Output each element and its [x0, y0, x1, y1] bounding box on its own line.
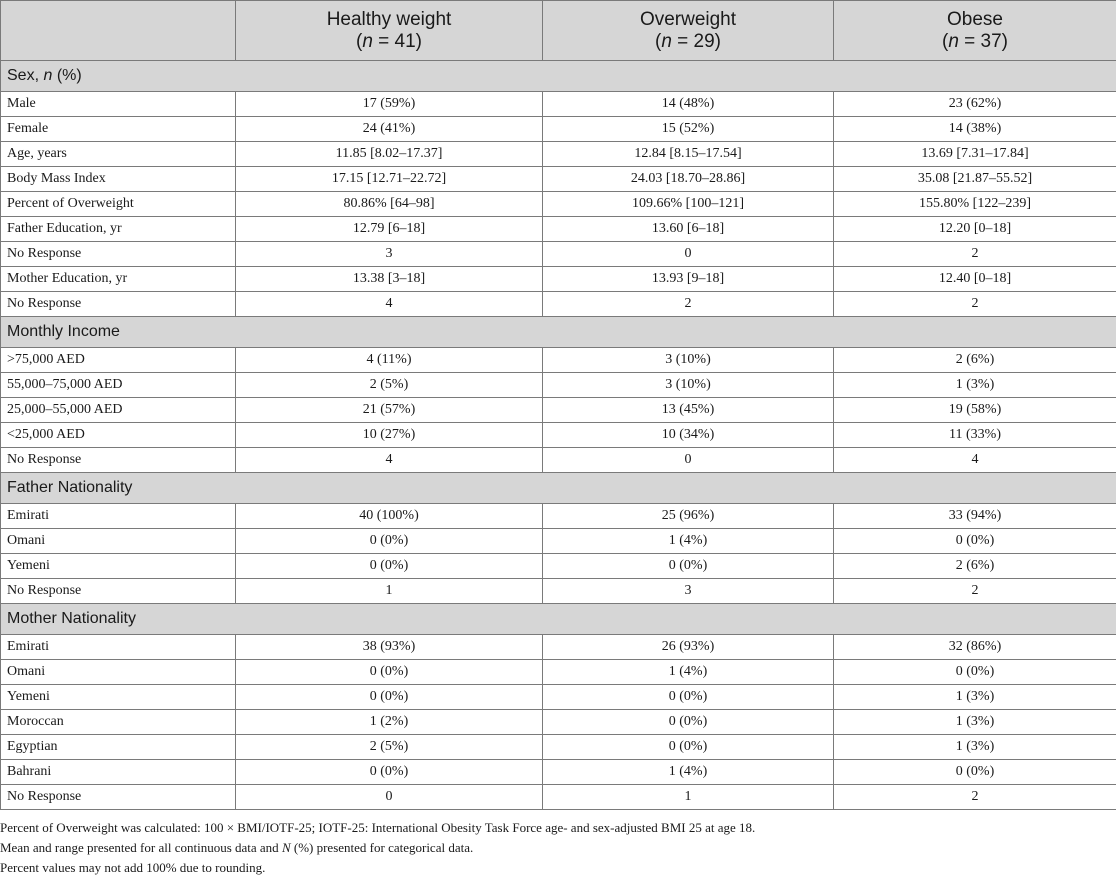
table-row	[1, 448, 1116, 473]
value-cell: 2 (6%)	[834, 554, 1116, 579]
table-row	[1, 760, 1116, 785]
value-cell: 14 (48%)	[543, 92, 834, 117]
row-label: Age, years	[1, 142, 236, 167]
row-label: Moroccan	[1, 710, 236, 735]
table-row	[1, 685, 1116, 710]
value-cell: 1 (3%)	[834, 685, 1116, 710]
value-cell: 2 (5%)	[236, 735, 543, 760]
table-row	[1, 660, 1116, 685]
value-cell: 109.66% [100–121]	[543, 192, 834, 217]
row-label: Yemeni	[1, 685, 236, 710]
value-cell: 2 (5%)	[236, 373, 543, 398]
value-cell: 0	[236, 785, 543, 810]
footnote: Percent of Overweight was calculated: 100 × BMI/IOTF-25; IOTF-25: International Obesity Task Force age- and sex-adjusted BMI 25 at age 18.	[0, 820, 756, 835]
value-cell: 0 (0%)	[834, 660, 1116, 685]
table-row	[1, 398, 1116, 423]
value-cell: 40 (100%)	[236, 504, 543, 529]
table-row	[1, 292, 1116, 317]
value-cell: 2	[834, 292, 1116, 317]
value-cell: 1 (4%)	[543, 529, 834, 554]
row-label: No Response	[1, 292, 236, 317]
table-row	[1, 167, 1116, 192]
table-row	[1, 348, 1116, 373]
section-header-row	[1, 473, 1116, 504]
value-cell: 0	[543, 448, 834, 473]
row-label: Yemeni	[1, 554, 236, 579]
value-cell: 1 (4%)	[543, 760, 834, 785]
value-cell: 25 (96%)	[543, 504, 834, 529]
value-cell: 12.84 [8.15–17.54]	[543, 142, 834, 167]
value-cell: 1	[543, 785, 834, 810]
row-label: <25,000 AED	[1, 423, 236, 448]
value-cell: 2	[543, 292, 834, 317]
value-cell: 17.15 [12.71–22.72]	[236, 167, 543, 192]
value-cell: 14 (38%)	[834, 117, 1116, 142]
row-label: 55,000–75,000 AED	[1, 373, 236, 398]
value-cell: 3	[236, 242, 543, 267]
row-label: Percent of Overweight	[1, 192, 236, 217]
section-title: Monthly Income	[1, 317, 1116, 348]
value-cell: 0 (0%)	[543, 735, 834, 760]
value-cell: 10 (27%)	[236, 423, 543, 448]
table-row	[1, 423, 1116, 448]
value-cell: 1	[236, 579, 543, 604]
value-cell: 3 (10%)	[543, 373, 834, 398]
table-row	[1, 785, 1116, 810]
row-label: Emirati	[1, 504, 236, 529]
table-row	[1, 579, 1116, 604]
row-label: Female	[1, 117, 236, 142]
value-cell: 15 (52%)	[543, 117, 834, 142]
value-cell: 0 (0%)	[236, 760, 543, 785]
row-label: 25,000–55,000 AED	[1, 398, 236, 423]
table-row	[1, 710, 1116, 735]
table-row	[1, 267, 1116, 292]
value-cell: 155.80% [122–239]	[834, 192, 1116, 217]
header-n: (n = 37)	[941, 30, 1009, 52]
value-cell: 80.86% [64–98]	[236, 192, 543, 217]
value-cell: 0 (0%)	[236, 660, 543, 685]
row-label: Emirati	[1, 635, 236, 660]
row-label: No Response	[1, 448, 236, 473]
section-title: Father Nationality	[1, 473, 1116, 504]
value-cell: 1 (3%)	[834, 373, 1116, 398]
value-cell: 35.08 [21.87–55.52]	[834, 167, 1116, 192]
row-label: Mother Education, yr	[1, 267, 236, 292]
value-cell: 0 (0%)	[236, 685, 543, 710]
value-cell: 0	[543, 242, 834, 267]
footnote: Percent values may not add 100% due to rounding.	[0, 860, 266, 875]
value-cell: 0 (0%)	[834, 529, 1116, 554]
row-label: >75,000 AED	[1, 348, 236, 373]
value-cell: 1 (4%)	[543, 660, 834, 685]
value-cell: 13.38 [3–18]	[236, 267, 543, 292]
table-header-row	[1, 1, 1116, 61]
value-cell: 33 (94%)	[834, 504, 1116, 529]
table-row	[1, 554, 1116, 579]
header-n: (n = 29)	[654, 30, 722, 52]
section-title: Sex, n (%)	[1, 61, 1116, 92]
value-cell: 19 (58%)	[834, 398, 1116, 423]
table-row	[1, 635, 1116, 660]
value-cell: 10 (34%)	[543, 423, 834, 448]
value-cell: 13.93 [9–18]	[543, 267, 834, 292]
table-footnotes	[0, 818, 1116, 878]
table-row	[1, 117, 1116, 142]
value-cell: 1 (3%)	[834, 735, 1116, 760]
table-row	[1, 92, 1116, 117]
value-cell: 2	[834, 785, 1116, 810]
row-label: Bahrani	[1, 760, 236, 785]
row-label: Father Education, yr	[1, 217, 236, 242]
value-cell: 13.60 [6–18]	[543, 217, 834, 242]
row-label: Male	[1, 92, 236, 117]
table-row	[1, 142, 1116, 167]
row-label: Egyptian	[1, 735, 236, 760]
value-cell: 3 (10%)	[543, 348, 834, 373]
value-cell: 12.79 [6–18]	[236, 217, 543, 242]
value-cell: 11.85 [8.02–17.37]	[236, 142, 543, 167]
value-cell: 0 (0%)	[834, 760, 1116, 785]
header-empty-cell	[1, 1, 236, 61]
value-cell: 32 (86%)	[834, 635, 1116, 660]
table-body	[1, 61, 1116, 810]
header-label: Overweight	[639, 8, 737, 30]
section-header-row	[1, 61, 1116, 92]
value-cell: 0 (0%)	[236, 554, 543, 579]
value-cell: 24.03 [18.70–28.86]	[543, 167, 834, 192]
value-cell: 2 (6%)	[834, 348, 1116, 373]
row-label: Omani	[1, 660, 236, 685]
table-row	[1, 735, 1116, 760]
value-cell: 0 (0%)	[236, 529, 543, 554]
value-cell: 13 (45%)	[543, 398, 834, 423]
header-label: Healthy weight	[326, 8, 452, 30]
section-title: Mother Nationality	[1, 604, 1116, 635]
value-cell: 0 (0%)	[543, 554, 834, 579]
table-row	[1, 192, 1116, 217]
table-row	[1, 242, 1116, 267]
value-cell: 1 (3%)	[834, 710, 1116, 735]
value-cell: 4	[236, 448, 543, 473]
value-cell: 12.40 [0–18]	[834, 267, 1116, 292]
section-header-row	[1, 317, 1116, 348]
value-cell: 1 (2%)	[236, 710, 543, 735]
value-cell: 26 (93%)	[543, 635, 834, 660]
table-row	[1, 217, 1116, 242]
row-label: No Response	[1, 242, 236, 267]
table-row	[1, 504, 1116, 529]
value-cell: 4 (11%)	[236, 348, 543, 373]
value-cell: 38 (93%)	[236, 635, 543, 660]
value-cell: 24 (41%)	[236, 117, 543, 142]
value-cell: 17 (59%)	[236, 92, 543, 117]
row-label: No Response	[1, 579, 236, 604]
value-cell: 2	[834, 579, 1116, 604]
value-cell: 11 (33%)	[834, 423, 1116, 448]
value-cell: 21 (57%)	[236, 398, 543, 423]
value-cell: 4	[834, 448, 1116, 473]
value-cell: 2	[834, 242, 1116, 267]
table-row	[1, 529, 1116, 554]
header-overweight	[543, 1, 834, 61]
value-cell: 4	[236, 292, 543, 317]
row-label: Omani	[1, 529, 236, 554]
row-label: Body Mass Index	[1, 167, 236, 192]
table-row	[1, 373, 1116, 398]
value-cell: 23 (62%)	[834, 92, 1116, 117]
value-cell: 13.69 [7.31–17.84]	[834, 142, 1116, 167]
value-cell: 3	[543, 579, 834, 604]
header-n: (n = 41)	[355, 30, 423, 52]
row-label: No Response	[1, 785, 236, 810]
value-cell: 12.20 [0–18]	[834, 217, 1116, 242]
header-healthy-weight	[236, 1, 543, 61]
section-header-row	[1, 604, 1116, 635]
header-label: Obese	[947, 8, 1003, 30]
footnote: Mean and range presented for all continuous data and N (%) presented for categorical data.	[0, 840, 474, 855]
value-cell: 0 (0%)	[543, 685, 834, 710]
value-cell: 0 (0%)	[543, 710, 834, 735]
header-obese	[834, 1, 1116, 61]
